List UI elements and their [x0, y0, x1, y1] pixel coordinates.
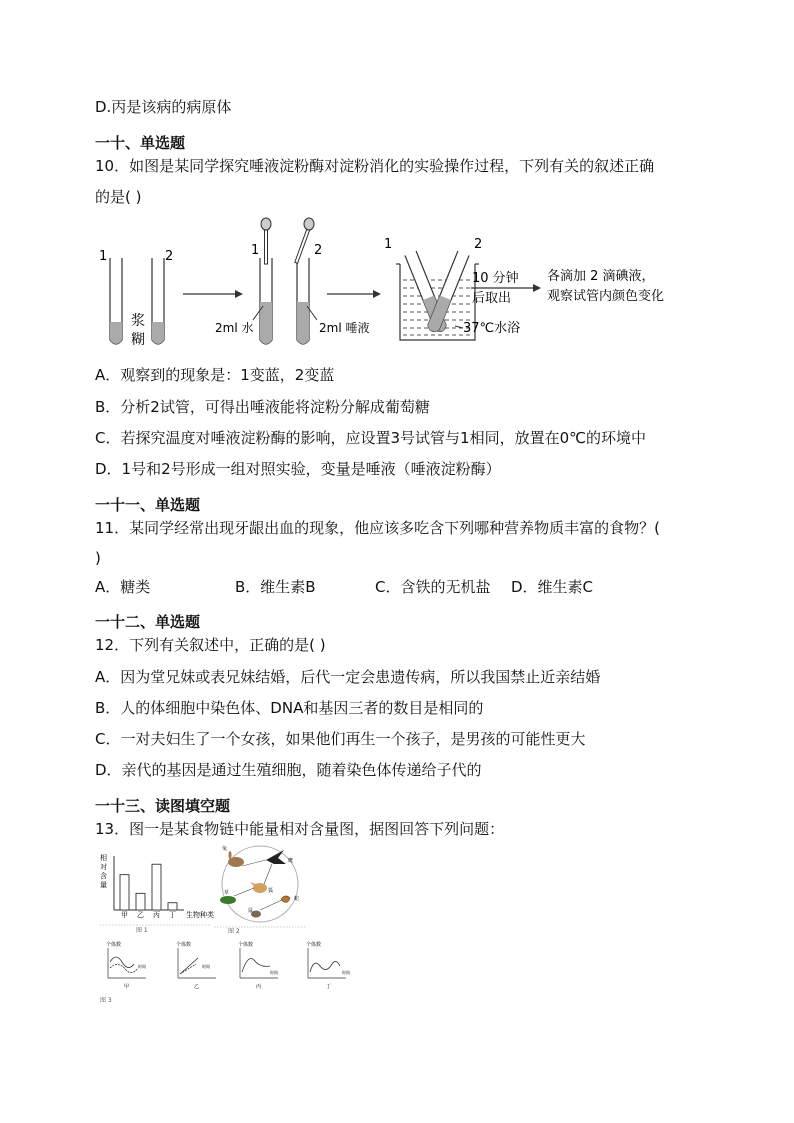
- q11-option-c: C．含铁的无机盐: [375, 578, 491, 596]
- fig2-label-grass: 草: [224, 890, 230, 896]
- q11-option-a: A．糖类: [95, 578, 151, 596]
- q10-option-a: A．观察到的现象是：1变蓝，2变蓝: [95, 366, 335, 384]
- fig1-xlabel: 生物种类: [186, 911, 214, 919]
- q12-option-d: D．亲代的基因是通过生殖细胞，随着染色体传递给子代的: [95, 761, 482, 779]
- fig3-caption: 图 3: [100, 997, 112, 1004]
- q13-stem: 13．图一是某食物链中能量相对含量图，据图回答下列问题：: [95, 820, 505, 838]
- step1-tube1-label: 1: [99, 249, 108, 264]
- fig1-bar-2: [152, 864, 161, 910]
- water-bath-label: 37℃水浴: [463, 321, 521, 336]
- section-12-heading: 一十二、单选题: [95, 613, 201, 631]
- q12-stem: 12．下列有关叙述中，正确的是( ): [95, 636, 326, 654]
- energy-bar-chart: [98, 848, 218, 934]
- section-13-heading: 一十三、读图填空题: [95, 797, 231, 815]
- wait-label-1: 10 分钟: [472, 271, 519, 286]
- snake-icon: [281, 896, 290, 903]
- step3-tube2-label: 2: [474, 237, 483, 252]
- panel-bing: [238, 941, 278, 990]
- step2-tube2-label: 2: [314, 243, 323, 258]
- panel-jia-label: 甲: [124, 984, 130, 990]
- eagle-icon: [266, 850, 286, 864]
- fig1-ylabel-1: 相: [100, 854, 107, 862]
- saliva-label: 2ml 唾液: [319, 321, 370, 335]
- step2-tube1-label: 1: [251, 243, 260, 258]
- fig2-label-fox: 狐: [268, 888, 274, 894]
- step3-tube1-label: 1: [384, 237, 393, 252]
- q11-option-d: D．维生素C: [511, 578, 594, 596]
- fig2-caption: 图 2: [228, 928, 240, 934]
- q11-option-b: B．维生素B: [235, 578, 316, 596]
- saliva-amylase-experiment-diagram: [95, 214, 695, 354]
- fig1-ylabel-4: 量: [100, 881, 107, 889]
- panel-ding-label: 丁: [326, 984, 332, 990]
- panel-bing-label: 丙: [256, 984, 262, 990]
- panel-ding-xlabel: 时间: [342, 970, 350, 975]
- paste-label-2: 糊: [131, 332, 145, 348]
- fig2-label-eagle: 鹰: [288, 858, 294, 864]
- q10-stem-line2: 的是( ): [95, 188, 142, 206]
- fig1-ylabel: [100, 853, 107, 889]
- section-10-heading: 一十、单选题: [95, 134, 186, 152]
- panel-ding-ylabel: 个体数: [306, 942, 322, 948]
- q9-option-d: D.丙是该病的病原体: [95, 98, 232, 116]
- fig1-ylabel-3: 含: [100, 872, 107, 880]
- fig1-category-2: 丙: [153, 911, 160, 919]
- panel-ding: [306, 941, 350, 990]
- q10-option-b: B．分析2试管，可得出唾液能将淀粉分解成葡萄糖: [95, 398, 430, 416]
- fig1-bar-1: [136, 893, 145, 910]
- step2-tubes: [215, 218, 369, 344]
- q12-option-a: A．因为堂兄妹或表兄妹结婚，后代一定会患遗传病，所以我国禁止近亲结婚: [95, 668, 601, 686]
- fig1-ylabel-2: 对: [100, 863, 107, 871]
- panel-jia-xlabel: 时间: [138, 964, 146, 969]
- panel-jia-ylabel: 个体数: [106, 942, 122, 948]
- food-web-diagram: [214, 842, 310, 934]
- step1-tubes: [99, 249, 173, 348]
- fig1-bars: [120, 864, 177, 910]
- q11-options: [95, 577, 593, 597]
- q11-stem-line2: ): [95, 549, 101, 567]
- fig1-category-0: 甲: [121, 911, 128, 919]
- result-label-1: 各滴加 2 滴碘液，: [547, 269, 655, 284]
- rabbit-icon: [228, 851, 244, 867]
- paste-label-1: 浆: [131, 313, 145, 329]
- panel-bing-ylabel: 个体数: [238, 942, 254, 948]
- q10-stem-line1: 10．如图是某同学探究唾液淀粉酶对淀粉消化的实验操作过程，下列有关的叙述正确: [95, 157, 655, 175]
- section-11-heading: 一十一、单选题: [95, 496, 201, 514]
- arrow-3-head: [533, 284, 541, 292]
- result-label-2: 观察试管内颜色变化: [547, 289, 665, 304]
- arrow-2-head: [373, 290, 381, 298]
- grass-icon: [220, 896, 236, 904]
- panel-yi-ylabel: 个体数: [176, 942, 192, 948]
- population-curves-figure: [98, 938, 366, 1006]
- wait-label-2: 后取出: [472, 291, 512, 306]
- water-label: 2ml 水: [215, 321, 254, 335]
- panel-yi-label: 乙: [194, 984, 200, 990]
- panel-yi: [176, 941, 216, 990]
- q11-stem-line1: 11．某同学经常出现牙龈出血的现象，他应该多吃含下列哪种营养物质丰富的食物？(: [95, 519, 660, 537]
- q10-option-d: D．1号和2号形成一组对照实验，变量是唾液（唾液淀粉酶）: [95, 460, 501, 478]
- q12-option-b: B．人的体细胞中染色体、DNA和基因三者的数目是相同的: [95, 699, 484, 717]
- panel-bing-xlabel: 时间: [270, 970, 278, 975]
- fig1-category-1: 乙: [137, 911, 144, 919]
- fig1-caption: 图 1: [136, 927, 148, 934]
- fig1-category-3: 丁: [169, 911, 176, 919]
- fig1-bar-3: [168, 903, 177, 910]
- fig1-categories: [121, 911, 176, 919]
- fig2-label-mouse: 鼠: [248, 908, 254, 914]
- fig2-label-snake: 蛇: [294, 896, 300, 902]
- step1-tube2-label: 2: [165, 249, 174, 264]
- q12-option-c: C．一对夫妇生了一个女孩，如果他们再生一个孩子，是男孩的可能性更大: [95, 730, 586, 748]
- panel-jia: [106, 941, 146, 990]
- fig1-bar-0: [120, 875, 129, 910]
- panel-yi-xlabel: 时间: [202, 964, 210, 969]
- fig2-label-rabbit: 兔: [222, 846, 228, 852]
- q10-option-c: C．若探究温度对唾液淀粉酶的影响，应设置3号试管与1相同，放置在0℃的环境中: [95, 429, 646, 447]
- arrow-1-head: [235, 290, 243, 298]
